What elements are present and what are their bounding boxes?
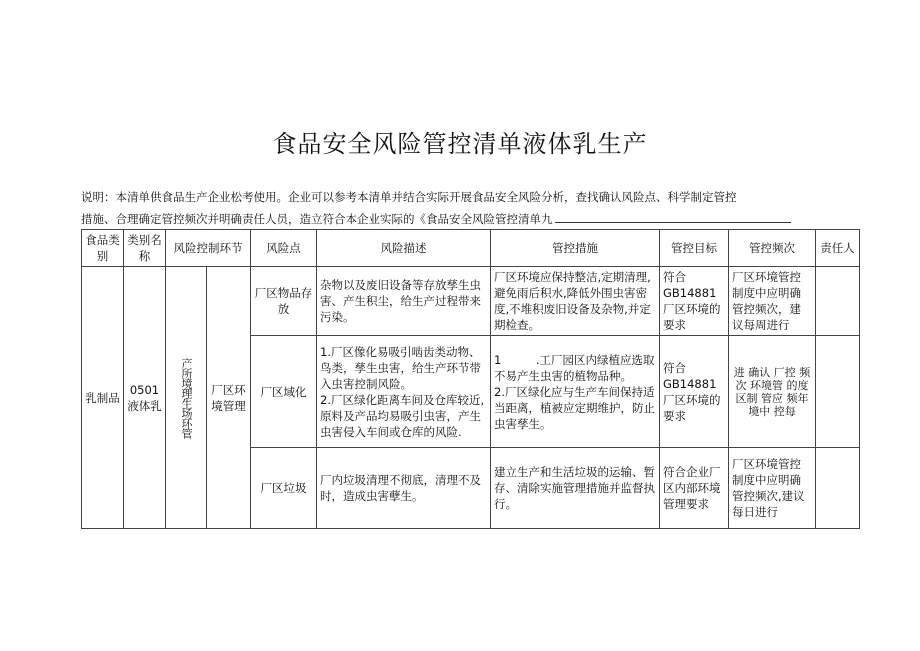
intro-line-2	[81, 208, 841, 230]
control-measures-cell: 建立生产和生活垃圾的运输、暂存、清除实施管理措施并监督执行。	[491, 448, 660, 529]
header-control-measures: 管控措施	[491, 230, 660, 267]
control-measures-cell: 1 .工厂园区内绿植应选取不易产生虫害的植物品种。 2.厂区绿化应与生产车间保持适当距离，植被应定期维护，防止虫害孳生。	[491, 336, 660, 448]
responsible-cell	[816, 448, 860, 529]
risk-control-table	[81, 229, 860, 529]
risk-point-cell: 厂区物品存放	[251, 267, 317, 336]
risk-description-cell: 1.厂区像化易吸引啮齿类动物、鸟类，孳生虫害，给生产环节带入虫害控制风险。 2.厂区绿化距离车间及仓库较近,原料及产品均易吸引虫害，产生虫害侵入车间或仓库的风险.	[317, 336, 491, 448]
risk-point-cell: 厂区域化	[251, 336, 317, 448]
document-title: 食品安全风险管控清单液体乳生产	[272, 130, 648, 158]
risk-description-cell: 杂物以及废旧设备等存放孳生虫害、产生积尘，给生产过程带来污染。	[317, 267, 491, 336]
stage-vertical-text: 产所境理生场环管	[180, 357, 193, 438]
intro-text	[81, 186, 841, 230]
intro-line-1: 说明：本清单供食品生产企业松考使用。企业可以参考本清单并结合实际开展食品安全风险分析，查找确认风险点、科学制定管控	[81, 190, 737, 204]
header-control-stage: 风险控制环节	[166, 230, 251, 267]
table-row	[82, 267, 860, 336]
category-name-cell: 0501液体乳	[124, 267, 166, 529]
control-frequency-cell: 进 确认 厂控 频次 环境管 的度 区制 管应 频年 境中 控每	[729, 336, 816, 448]
header-risk-description: 风险描述	[317, 230, 491, 267]
control-measures-cell: 厂区环境应保持整洁,定期清理,避免雨后积水,降低外围虫害密度,不堆积废旧设备及杂物,并定期检查。	[491, 267, 660, 336]
header-risk-point: 风险点	[251, 230, 317, 267]
table-header-row	[82, 230, 860, 267]
control-target-cell: 符合GB14881厂区环境的要求	[660, 336, 729, 448]
responsible-cell	[816, 267, 860, 336]
control-frequency-cell: 厂区环境管控制度中应明确管控频次,建议每日进行	[729, 448, 816, 529]
header-category-name: 类别名称	[124, 230, 166, 267]
responsible-cell	[816, 336, 860, 448]
fill-in-underline	[555, 210, 791, 223]
control-target-cell: 符合GB14881厂区环境的要求	[660, 267, 729, 336]
header-category: 食品类别	[82, 230, 124, 267]
header-responsible: 责任人	[816, 230, 860, 267]
intro-line-2-text: 措施、合理确定管控频次并明确责任人员，造立符合本企业实际的《食品安全风险管控清单九	[81, 212, 553, 226]
risk-description-cell: 厂内垃圾清理不彻底，清理不及时，造成虫害孽生。	[317, 448, 491, 529]
sub-stage-cell: 厂区环境管理	[206, 267, 250, 528]
header-control-frequency: 管控频次	[729, 230, 816, 267]
stage-cell	[166, 267, 251, 529]
control-frequency-cell: 厂区环境管控制度中应明确管控频次，建议每周进行	[729, 267, 816, 336]
header-control-target: 管控目标	[660, 230, 729, 267]
control-target-cell: 符合企业厂区内部环境管理要求	[660, 448, 729, 529]
category-cell: 乳制品	[82, 267, 124, 529]
risk-point-cell: 厂区垃圾	[251, 448, 317, 529]
